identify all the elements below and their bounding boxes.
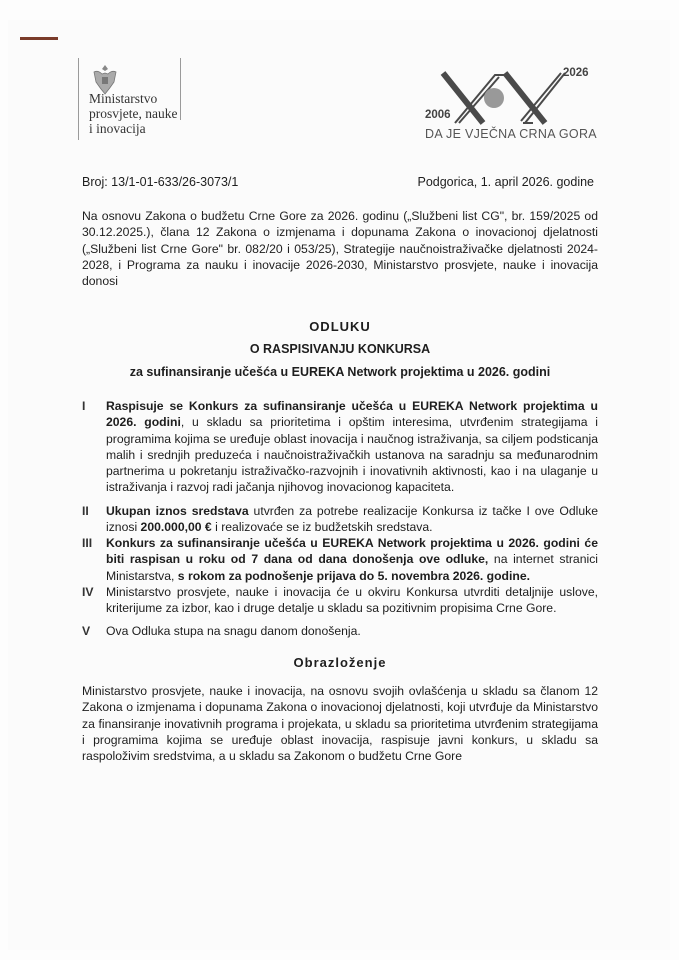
decision-title: ODLUKU xyxy=(309,319,371,334)
ministry-name xyxy=(89,91,177,136)
item-number: III xyxy=(82,536,93,550)
divider xyxy=(78,58,79,140)
item-text: Ova Odluka stupa na snagu danom donošenja. xyxy=(106,624,361,638)
explanation-heading: Obrazloženje xyxy=(293,655,387,670)
item-number: V xyxy=(82,624,91,638)
ministry-name-line: i inovacija xyxy=(89,121,146,136)
item-amount: 200.000,00 € xyxy=(140,520,212,535)
divider xyxy=(180,58,181,120)
item-text xyxy=(106,535,598,584)
decision-item-4 xyxy=(82,584,598,617)
item-number: I xyxy=(82,399,86,413)
page-mark xyxy=(20,37,58,40)
decision-subtitle: O RASPISIVANJU KONKURSA xyxy=(249,342,431,356)
item-text-bold: Konkurs za sufinansiranje učešća u EUREKA Network projektima u 2026. godini će biti raspisan u roku od 7 dana od dana donošenja ove odluke, xyxy=(106,536,598,567)
decision-topic: za sufinansiranje učešća u EUREKA Network projektima u 2026. godini xyxy=(129,365,551,379)
intro-paragraph: Na osnovu Zakona o budžetu Crne Gore za 2026. godinu („Službeni list CG", br. 159/2025 od 30.12.2025.), člana 12 Zakona o izmjenama i dopunama Zakona o inovacionoj djelatnosti („Službeni list Crne Gore" br. 082/20 i 053/25), Strategije naučnoistraživačke djelatnosti 2024-2028, i Programa za nauku i inovacije 2026-2030, Ministarstvo prosvjete, nauke i inovacija donosi xyxy=(82,209,598,289)
place-date: Podgorica, 1. april 2026. godine xyxy=(417,175,594,189)
item-text-bold: Raspisuje se Konkurs za sufinansiranje učešća u EUREKA Network projektima u 2026. godini xyxy=(106,399,598,430)
decision-item-5 xyxy=(82,623,598,639)
anniversary-logo xyxy=(425,65,595,155)
item-text-normal: utvrđen za potrebe realizacije Konkursa iz tačke I ove Odluke iznosi xyxy=(106,504,598,535)
item-text-normal: i realizovaće se iz budžetskih sredstava. xyxy=(211,520,433,535)
ministry-name-line: Ministarstvo xyxy=(89,91,158,106)
item-number: II xyxy=(82,504,89,518)
document-number: Broj: 13/1-01-633/26-3073/1 xyxy=(82,175,239,189)
logo-year-start: 2006 xyxy=(425,109,451,121)
item-deadline: s rokom za podnošenje prijava do 5. novembra 2026. godine. xyxy=(177,568,530,583)
item-text-normal: na internet stranici Ministarstva, xyxy=(106,552,598,583)
item-text xyxy=(106,398,598,496)
item-text xyxy=(106,503,598,536)
item-text-bold: Ukupan iznos sredstava xyxy=(106,504,249,518)
explanation-paragraph: Ministarstvo prosvjete, nauke i inovacija, na osnovu svojih ovlašćenja u skladu sa članom 12 Zakona o izmjenama i dopunama Zakona o inovacionoj djelatnosti, koji utvrđuje da Ministarstvo za finansiranje inovativnih programa i projekata, u skladu sa prioritetima utvrđenim strategijama i programima kojima se uređuje oblast inovacija, raspisuje javni konkurs, u skladu sa raspoloživim sredstvima, a u skladu sa Zakonom o budžetu Crne Gore xyxy=(82,684,598,764)
item-text-normal: , u skladu sa prioritetima i opštim interesima, utvrđenim strategijama i programima kojima se uređuje oblast inovacija i naučnog istraživanja, sa ciljem podsticanja malih i srednjih preduzeća i naučnoistraživačkih ustanova na saradnju sa međunarodnim partnerima u pokretanju istraživačko-razvojnih i inovativnih aktivnosti, kao i na ulaganje u istraživanja i razvoj radi jačanja njihovog inovacionog kapaciteta. xyxy=(106,415,599,495)
logo-slogan: DA JE VJEČNA CRNA GORA xyxy=(425,127,597,141)
decision-item-3 xyxy=(82,535,598,584)
logo-year-end: 2026 xyxy=(563,67,589,79)
decision-item-1 xyxy=(82,398,598,496)
ministry-name-line: prosvjete, nauke xyxy=(89,106,178,121)
item-number: IV xyxy=(82,585,94,599)
decision-item-2 xyxy=(82,503,598,536)
item-text: Ministarstvo prosvjete, nauke i inovacija će u okviru Konkursa utvrditi detaljnije uslove, kriterijume za izbor, kao i druge detalje u skladu sa pozitivnim propisima Crne Gore. xyxy=(106,585,598,616)
